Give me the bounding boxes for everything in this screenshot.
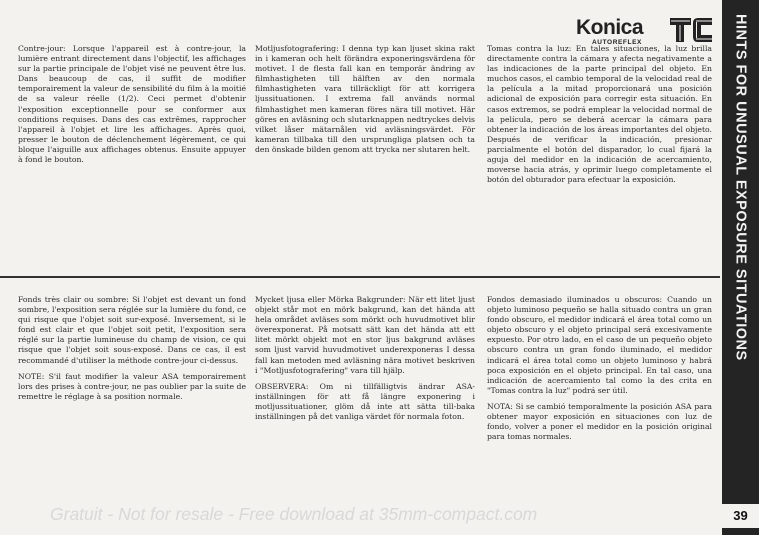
french-backlight-paragraph: Contre-jour: Lorsque l'appareil est à contre-jour, la lumière entrant directement dans l'objectif, les affichages sur la partie principale de l'objet visé ne peuvent être lus. Dans beaucoup de cas, il suffit de modifier temporairement la valeur de sensibilité du film à la moitié de sa valeur réelle (1/2). Ceci permet d'obtenir l'exposition exceptionnelle pour se conformer aux conditions requises. Dans des cas extrêmes, rapprocher l'appareil à l'objet et lire les affichages. Après quoi, presser le bouton de déclenchement légèrement, ce qui bloque l'aiguille aux affichages obtenus. Ensuite appuyer à fond le bouton. (18, 44, 246, 165)
french-background-paragraph: Fonds très clair ou sombre: Si l'objet est devant un fond sombre, l'exposition sera réglée sur la lumière du fond, ce qui risque que l'objet soit sur-exposé. Inversement, si le fond est clair et que l'objet soit petit, l'exposition sera réglé sur la partie lumineuse du champ de vision, ce qui risque que l'objet soit sous-exposé. Dans ce cas, il est recommandé d'utiliser la méthode contre-jour ci-dessus. (18, 295, 246, 365)
swedish-background-paragraph: Mycket ljusa eller Mörka Bakgrunder: När ett litet ljust objekt står mot en mörk bakgrund, kan det hända att hela området avläses som mörkt och huvudmotivet blir överexponerat. På motsatt sätt kan det hända att ett litet mörkt objekt mot en stor ljus bakgrund avläses som ljust varvid huvudmotivet underexponeras I dessa fall kan metoden med avläsning nära motivet beskriven i "Motljusfotografering" vara till hjälp. (255, 295, 475, 375)
watermark: Gratuit - Not for resale - Free download at 35mm-compact.com (50, 504, 538, 524)
section-divider (0, 276, 720, 278)
spanish-backlight-text (487, 44, 712, 185)
spanish-note: NOTA: Si se cambió temporalmente la posición ASA para obtener mayor exposición en situaciones con luz de fondo, volver a poner el medidor en la posición original para tomas normales. (487, 401, 712, 442)
section-title: HINTS FOR UNUSUAL EXPOSURE SITUATIONS (732, 14, 749, 361)
brand-subtitle: AUTOREFLEX (592, 39, 642, 46)
swedish-note: OBSERVERA: Om ni tillfälligtvis ändrar ASA-inställningen för att få längre exponering i motljussituationer, glöm då inte att sätta till-baka inställningen på det vanliga värdet för normala foton. (255, 381, 475, 422)
french-note: NOTE: S'il faut modifier la valeur ASA temporairement lors des prises à contre-jour, ne pas oublier par la suite de remettre le réglage à sa position normale. (18, 371, 246, 401)
konica-logo (576, 16, 716, 46)
french-backlight-text (18, 44, 246, 165)
spanish-background-text (487, 295, 712, 442)
swedish-backlight-paragraph: Motljusfotografering: I denna typ kan ljuset skina rakt in i kameran och helt förändra exponeringsvärdena för motivet. I de flesta fall kan en temporär ändring av filmhastigheten till hälften av den normala filmhastigheten vara tillräckligt för att korrigera ljussituationen. I extrema fall används normal filmhastighet men kameran föres nära till motivet. Här göres en avläsning och slutarknappen nedtryckes delvis vilket låser mätarnålen vid avläsningsvärdet. För kameran tillbaka till den ursprungliga platsen och ta den önskade bilden genom att trycka ner slutaren helt. (255, 44, 475, 154)
spanish-background-paragraph: Fondos demasiado iluminados u obscuros: Cuando un objeto luminoso pequeño se halla situado contra un gran fondo obscuro, el medidor indicará el área total como un objeto obscuro y el objeto principal será excesivamente expuesto. Por otro lado, en el caso de un pequeño objeto obscuro contra un gran fondo iluminado, el medidor indicará el área total como un objeto luminoso y habrá poca exposición en el objeto principal. En tal caso, una indicación de acercamiento tal como la des crita en "Tomas contra la luz" podrá ser útil. (487, 295, 712, 395)
tc-logo-mark (670, 16, 714, 44)
spanish-backlight-paragraph: Tomas contra la luz: En tales situaciones, la luz brilla directamente contra la cámara y afecta negativamente a las indicaciones de la parte principal del objeto. En muchos casos, el cambio temporal de la velocidad real de la película a la mitad proporcionará una posición adicional de exposición para corregir esta situación. En casos extremos, se podrá emplear la velocidad normal de la película, pero se deberá acercar la cámara para obtener la indicación de los áreas importantes del objeto. Después de verificar la indicación, presionar parcialmente el botón del disparador, lo cual fijará la aguja del medidor en la indicación de acercamiento, moverse hacia atrás, y oprimir luego completamente el botón del obturador para efectuar la exposición. (487, 44, 712, 185)
page-number: 39 (722, 504, 759, 528)
brand-name: Konica (576, 16, 644, 39)
swedish-background-text (255, 295, 475, 422)
french-background-text (18, 295, 246, 402)
swedish-backlight-text (255, 44, 475, 155)
